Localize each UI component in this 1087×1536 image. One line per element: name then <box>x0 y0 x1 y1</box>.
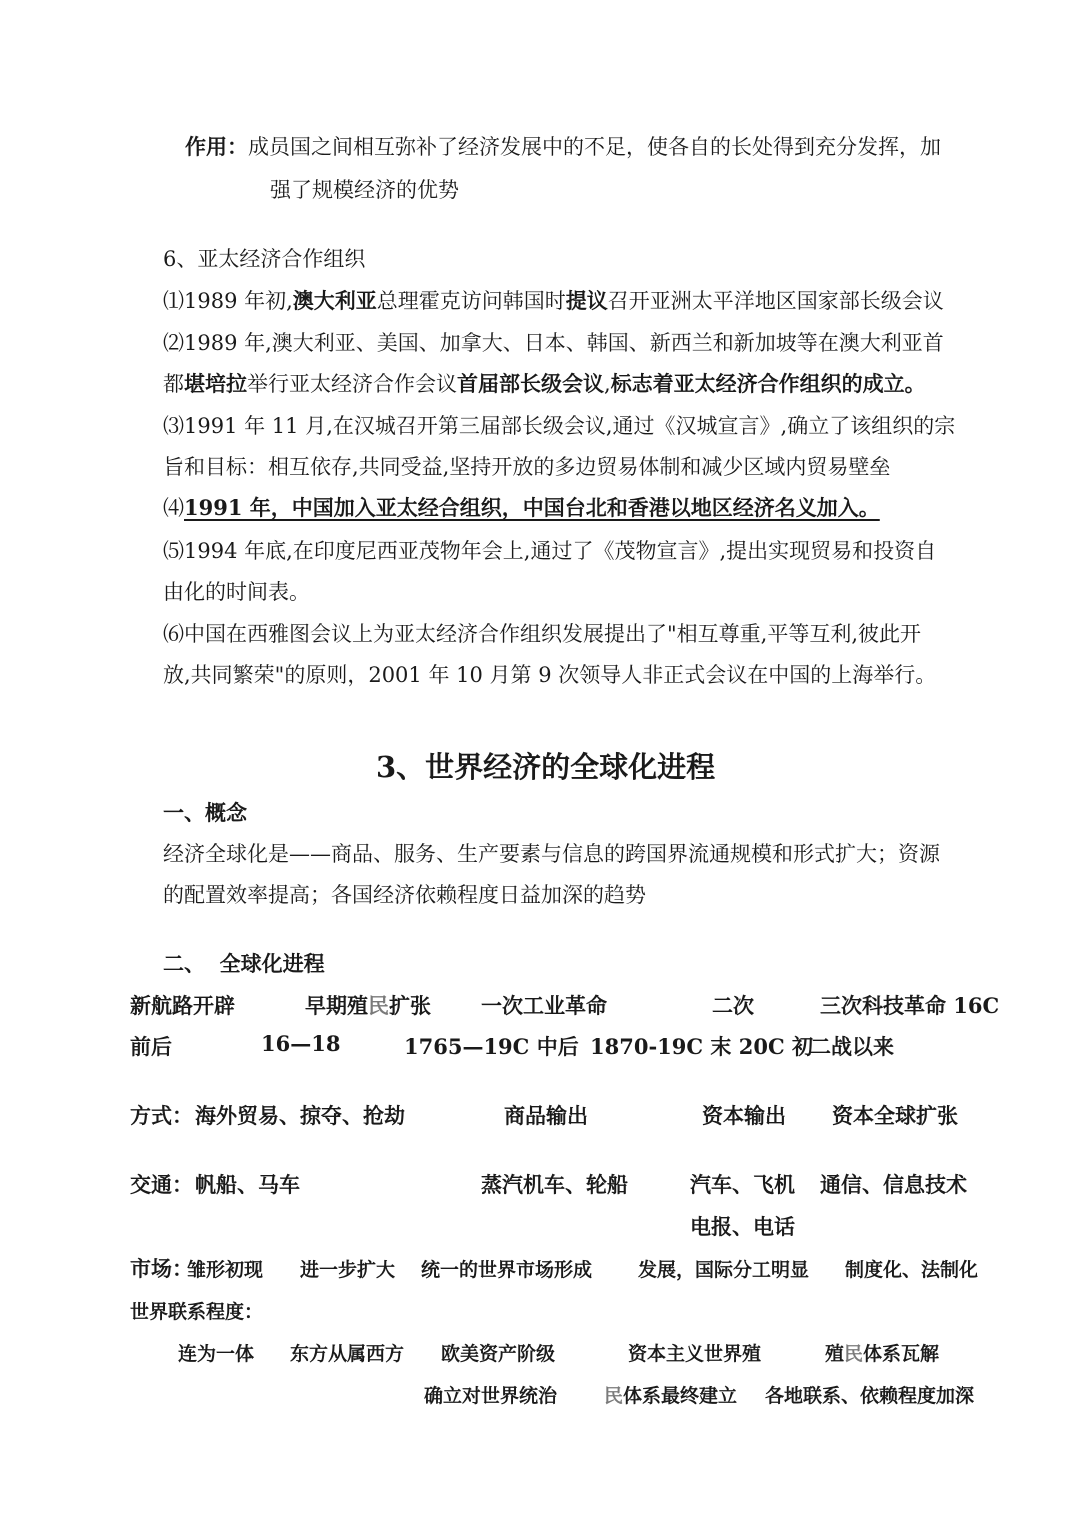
stage-early-colonial-a: 早期殖 <box>305 993 368 1018</box>
period-4: 1870-19C 末 20C 初 <box>590 1034 813 1059</box>
period-1: 前后 <box>130 1034 172 1059</box>
apec-item-1 <box>163 285 944 315</box>
period-5: 二战以来 <box>810 1034 894 1059</box>
link-3: 欧美资产阶级 <box>441 1343 556 1365</box>
apec-item-1-rest: 召开亚洲太平洋地区国家部长级会议 <box>607 289 944 313</box>
apec-item-6-line-1: ⑹中国在西雅图会议上为亚太经济合作组织发展提出了"相互尊重,平等互利,彼此开 <box>163 622 922 646</box>
chapter-title: 3、世界经济的全球化进程 <box>376 750 716 784</box>
market-label: 市场： <box>130 1256 193 1281</box>
market-3: 统一的世界市场形成 <box>421 1259 593 1281</box>
period-3: 1765—19C 中后 <box>404 1034 579 1059</box>
apec-item-4-prefix: ⑷ <box>163 496 184 520</box>
apec-item-2-prefix: 都 <box>163 372 184 396</box>
apec-item-2-line-2 <box>163 368 926 398</box>
market-5: 制度化、法制化 <box>845 1259 979 1281</box>
traffic-3: 汽车、飞机 <box>690 1172 795 1197</box>
stage-early-colonial-c: 扩张 <box>389 993 431 1018</box>
market-1: 雏形初现 <box>187 1259 264 1281</box>
link-5-a: 殖 <box>825 1343 845 1365</box>
apec-item-4 <box>163 492 880 522</box>
link-5d: 各地联系、依赖程度加深 <box>765 1385 975 1407</box>
apec-item-1-bold-australia: 澳大利亚 <box>292 288 377 313</box>
apec-item-2-bold-founding: 标志着亚太经济合作组织的成立。 <box>610 371 926 396</box>
concept-line-2: 的配置效率提高；各国经济依赖程度日益加深的趋势 <box>163 883 646 907</box>
stage-new-routes: 新航路开辟 <box>130 993 235 1018</box>
link-4b <box>604 1381 737 1408</box>
apec-item-2-sep: , <box>604 372 611 396</box>
stage-first-industrial: 一次工业革命 <box>481 993 607 1018</box>
concept-line-1: 经济全球化是——商品、服务、生产要素与信息的跨国界流通规模和形式扩大；资源 <box>163 842 940 866</box>
period-2: 16—18 <box>261 1031 341 1056</box>
link-1: 连为一体 <box>178 1343 255 1365</box>
mode-2: 商品输出 <box>504 1103 588 1128</box>
stage-early-colonial <box>305 990 431 1020</box>
apec-item-1-mid: 总理霍克访问韩国时 <box>376 289 566 313</box>
role-label: 作用： <box>185 134 248 159</box>
link-4b-b: 体系最终建立 <box>623 1385 738 1407</box>
apec-item-3-line-1: ⑶1991 年 11 月,在汉城召开第三届部长级会议,通过《汉城宣言》,确立了该组织的宗 <box>163 414 956 438</box>
process-heading: 二、 全球化进程 <box>163 951 325 976</box>
link-2: 东方从属西方 <box>290 1343 405 1365</box>
traffic-label: 交通： <box>130 1172 193 1197</box>
link-5-c: 体系瓦解 <box>863 1343 940 1365</box>
traffic-1: 帆船、马车 <box>195 1172 300 1197</box>
market-4: 发展，国际分工明显 <box>638 1259 810 1281</box>
mode-1: 海外贸易、掠夺、抢劫 <box>195 1103 405 1128</box>
traffic-2: 蒸汽机车、轮船 <box>481 1172 628 1197</box>
apec-item-5-line-1: ⑸1994 年底,在印度尼西亚茂物年会上,通过了《茂物宣言》,提出实现贸易和投资自 <box>163 539 937 563</box>
market-2: 进一步扩大 <box>300 1259 396 1281</box>
apec-item-1-bold-proposal: 提议 <box>565 288 608 313</box>
apec-item-1-prefix: ⑴1989 年初, <box>163 289 293 313</box>
link-4: 资本主义世界殖 <box>628 1343 762 1365</box>
mode-4: 资本全球扩张 <box>832 1103 958 1128</box>
apec-item-2-line-1: ⑵1989 年,澳大利亚、美国、加拿大、日本、韩国、新西兰和新加坡等在澳大利亚首 <box>163 331 944 355</box>
stage-second: 二次 <box>712 993 754 1018</box>
traffic-4: 通信、信息技术 <box>820 1172 967 1197</box>
stage-third: 三次科技革命 16C <box>820 993 1000 1018</box>
role-line-1 <box>185 131 941 161</box>
apec-item-2-bold-first-meeting: 首届部长级会议 <box>457 371 604 396</box>
apec-item-5-line-2: 由化的时间表。 <box>163 580 310 604</box>
link-5-b: 民 <box>844 1343 864 1365</box>
role-line-2: 强了规模经济的优势 <box>270 178 459 202</box>
mode-3: 资本输出 <box>702 1103 786 1128</box>
apec-item-4-text: 1991 年，中国加入亚太经合组织，中国台北和香港以地区经济名义加入。 <box>184 495 880 520</box>
link-5 <box>825 1339 939 1366</box>
stage-early-colonial-b: 民 <box>368 993 389 1018</box>
apec-item-6-line-2: 放,共同繁荣"的原则，2001 年 10 月第 9 次领导人非正式会议在中国的上海举行。 <box>163 663 937 687</box>
apec-heading: 6、亚太经济合作组织 <box>163 247 366 271</box>
link-label: 世界联系程度： <box>130 1301 264 1323</box>
mode-label: 方式： <box>130 1103 193 1128</box>
apec-item-2-bold-canberra: 堪培拉 <box>184 371 247 396</box>
link-4b-a: 民 <box>604 1385 624 1407</box>
concept-heading: 一、概念 <box>163 800 247 825</box>
traffic-3b: 电报、电话 <box>690 1214 795 1239</box>
apec-item-3-line-2: 旨和目标：相互依存,共同受益,坚持开放的多边贸易体制和减少区域内贸易壁垒 <box>163 455 891 479</box>
role-text-1: 成员国之间相互弥补了经济发展中的不足，使各自的长处得到充分发挥，加 <box>248 135 941 159</box>
apec-item-2-mid: 举行亚太经济合作会议 <box>247 372 457 396</box>
link-3b: 确立对世界统治 <box>424 1385 558 1407</box>
